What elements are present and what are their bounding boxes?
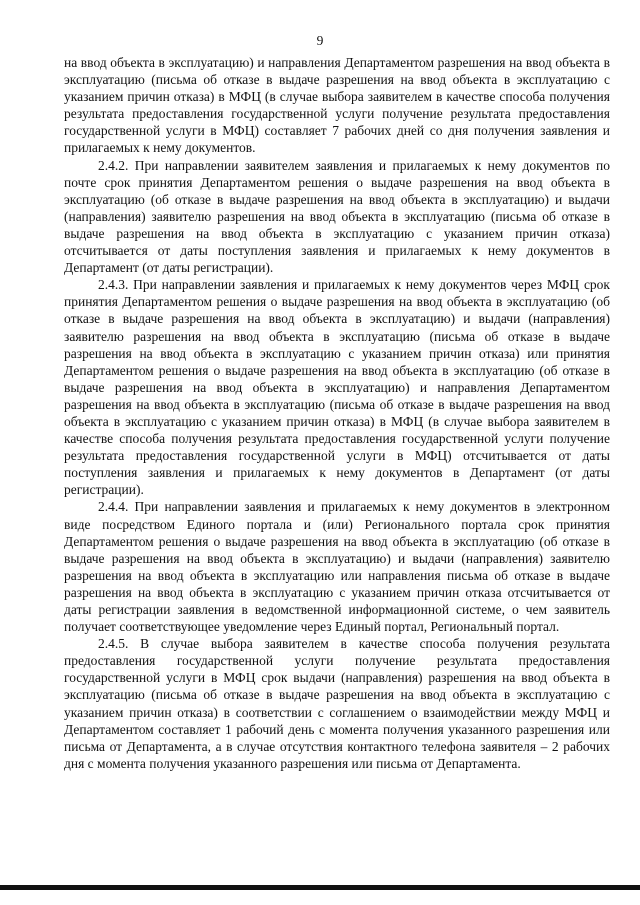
page-number: 9 — [316, 33, 324, 48]
document-body — [64, 54, 610, 772]
paragraph-continuation: на ввод объекта в эксплуатацию) и направления Департаментом разрешения на ввод объекта в эксплуатацию (письма об отказе в выдаче разрешения на ввод объекта в эксплуатацию с указанием причин отказа) в МФЦ (в случае выбора заявителем в качестве способа получения результата предоставления государственной услуги получение результата предоставления государственной услуги в МФЦ) составляет 7 рабочих дней со дня получения заявления и прилагаемых к нему документов. — [64, 55, 610, 156]
paragraph-2-4-3: 2.4.3. При направлении заявления и прилагаемых к нему документов через МФЦ срок принятия Департаментом решения о выдаче разрешения на ввод объекта в эксплуатацию (об отказе в выдаче разрешения на ввод объекта в эксплуатацию) и выдачи (направления) заявителю разрешения на ввод объекта в эксплуатацию (письма об отказе в выдаче разрешения на ввод объекта в эксплуатацию с указанием причин отказа) или принятия Департаментом решения о выдаче разрешения на ввод объекта в эксплуатацию (об отказе в выдаче разрешения на ввод объекта в эксплуатацию) и направления Департаментом разрешения на ввод объекта в эксплуатацию (письма об отказе в выдаче разрешения на ввод объекта в эксплуатацию с указанием причин отказа) в МФЦ (в случае выбора заявителем в качестве способа получения результата предоставления государственной услуги получение результата предоставления государственной услуги в МФЦ) отсчитывается от даты поступления заявления и прилагаемых к нему документов в Департамент (от даты регистрации). — [64, 277, 610, 498]
bottom-border-line — [0, 885, 640, 890]
paragraph-2-4-2: 2.4.2. При направлении заявителем заявления и прилагаемых к нему документов по почте срок принятия Департаментом решения о выдаче разрешения на ввод объекта в эксплуатацию (об отказе в выдаче разрешения на ввод объекта в эксплуатацию) и выдачи (направления) заявителю разрешения на ввод объекта в эксплуатацию (письма об отказе в выдаче разрешения на ввод объекта в эксплуатацию с указанием причин отказа) отсчитывается от даты поступления заявления и прилагаемых к нему документов в Департамент (от даты регистрации). — [64, 157, 610, 276]
paragraph-2-4-4: 2.4.4. При направлении заявления и прилагаемых к нему документов в электронном виде посредством Единого портала и (или) Регионального портала срок принятия Департаментом решения о выдаче разрешения на ввод объекта в эксплуатацию (об отказе в выдаче разрешения на ввод объекта в эксплуатацию) и выдачи (направления) заявителю разрешения на ввод объекта в эксплуатацию или направления письма об отказе в выдаче разрешения на ввод объекта в эксплуатацию с указанием причин отказа отсчитывается от даты регистрации заявления в ведомственной информационной системе, о чем заявитель получает соответствующее уведомление через Единый портал, Региональный портал. — [64, 499, 610, 635]
paragraph-2-4-5: 2.4.5. В случае выбора заявителем в качестве способа получения результата предоставления государственной услуги получение результата предоставления государственной услуги в МФЦ срок выдачи (направления) разрешения на ввод объекта в эксплуатацию (письма об отказе в выдаче разрешения на ввод объекта в эксплуатацию с указанием причин отказа) в соответствии с соглашением о взаимодействии между МФЦ и Департаментом составляет 1 рабочий день с момента получения указанного разрешения или письма от Департамента, а в случае отсутствия контактного телефона заявителя – 2 рабочих дня с момента получения указанного разрешения или письма от Департамента. — [64, 636, 610, 771]
